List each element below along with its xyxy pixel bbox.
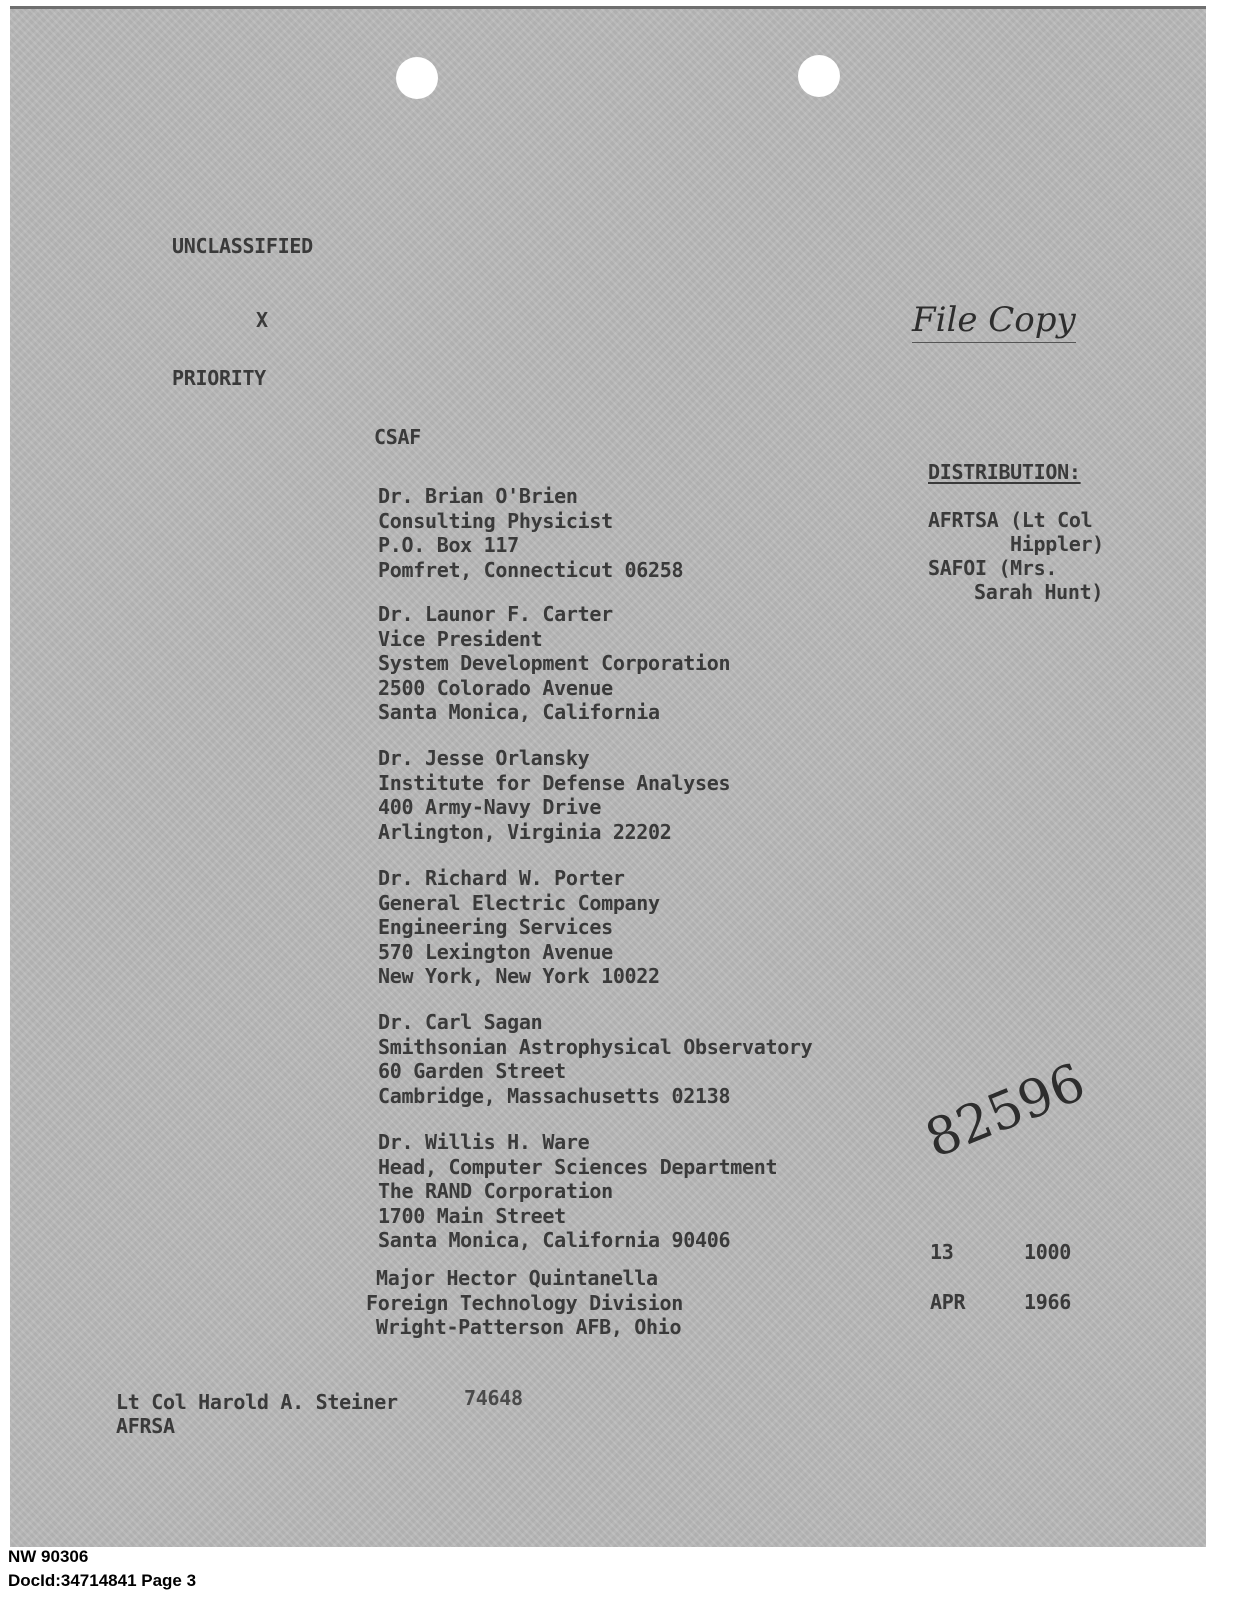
recipient-line: The RAND Corporation	[378, 1179, 613, 1203]
dtg-year: 1966	[1024, 1290, 1071, 1314]
recipient-line: Wright-Patterson AFB, Ohio	[376, 1315, 682, 1339]
recipient-line: Pomfret, Connecticut 06258	[378, 557, 684, 582]
originator-phone: 74648	[464, 1386, 523, 1410]
recipient-block	[378, 866, 660, 989]
originator-office: AFRSA	[116, 1414, 175, 1438]
distribution-line: Sarah Hunt)	[974, 580, 1104, 604]
classification-label: UNCLASSIFIED	[172, 234, 313, 258]
handwritten-file-copy: File Copy	[912, 300, 1076, 343]
recipient-line: Head, Computer Sciences Department	[378, 1154, 778, 1179]
recipient-block	[378, 1130, 777, 1253]
recipient-name: Major Hector Quintanella	[376, 1266, 658, 1290]
recipient-line: General Electric Company	[378, 890, 660, 915]
recipient-name: Dr. Brian O'Brien	[378, 484, 578, 508]
recipient-line: Santa Monica, California 90406	[378, 1228, 731, 1252]
footer-record-number: NW 90306	[8, 1547, 89, 1566]
recipient-line: Foreign Technology Division	[366, 1290, 684, 1315]
recipient-line: Smithsonian Astrophysical Observatory	[378, 1034, 813, 1059]
recipient-line: P.O. Box 117	[378, 533, 519, 557]
recipient-line: New York, New York 10022	[378, 964, 660, 988]
recipient-line: Cambridge, Massachusetts 02138	[378, 1083, 731, 1108]
recipient-line: System Development Corporation	[378, 651, 731, 675]
recipient-line: Santa Monica, California	[378, 700, 660, 724]
punch-hole-right	[798, 55, 840, 97]
recipient-line: Institute for Defense Analyses	[378, 770, 731, 795]
recipient-block	[378, 1010, 812, 1108]
mark-x: X	[256, 308, 268, 332]
addressee: CSAF	[374, 425, 421, 449]
dtg-time: 1000	[1024, 1240, 1071, 1264]
recipient-line: Consulting Physicist	[378, 508, 613, 533]
distribution-line: AFRTSA (Lt Col	[928, 508, 1093, 532]
recipient-line: Arlington, Virginia 22202	[378, 819, 672, 844]
distribution-heading: DISTRIBUTION:	[928, 460, 1081, 484]
recipient-block	[366, 1266, 683, 1340]
handwritten-number: 82596	[917, 1052, 1094, 1170]
footer-doc-id: DocId:34714841 Page 3	[8, 1571, 197, 1590]
recipient-name: Dr. Jesse Orlansky	[378, 746, 590, 770]
recipient-line: Engineering Services	[378, 915, 613, 939]
recipient-block	[378, 484, 683, 582]
dtg-month: APR	[930, 1290, 966, 1314]
recipient-name: Dr. Willis H. Ware	[378, 1130, 590, 1154]
punch-hole-left	[396, 57, 438, 99]
recipient-line: 400 Army-Navy Drive	[378, 795, 602, 819]
recipient-name: Dr. Carl Sagan	[378, 1010, 543, 1034]
recipient-line: Vice President	[378, 626, 543, 651]
originator-name: Lt Col Harold A. Steiner	[116, 1390, 398, 1414]
recipient-block	[378, 602, 730, 725]
distribution-line: SAFOI (Mrs.	[928, 556, 1058, 580]
recipient-line: 1700 Main Street	[378, 1203, 566, 1228]
recipient-line: 60 Garden Street	[378, 1059, 566, 1083]
precedence-label: PRIORITY	[172, 366, 266, 390]
recipient-name: Dr. Launor F. Carter	[378, 602, 613, 626]
distribution-line: Hippler)	[1010, 532, 1104, 556]
recipient-line: 570 Lexington Avenue	[378, 939, 613, 964]
recipient-name: Dr. Richard W. Porter	[378, 866, 625, 890]
recipient-block	[378, 746, 730, 844]
dtg-day: 13	[930, 1240, 954, 1264]
recipient-line: 2500 Colorado Avenue	[378, 675, 613, 700]
